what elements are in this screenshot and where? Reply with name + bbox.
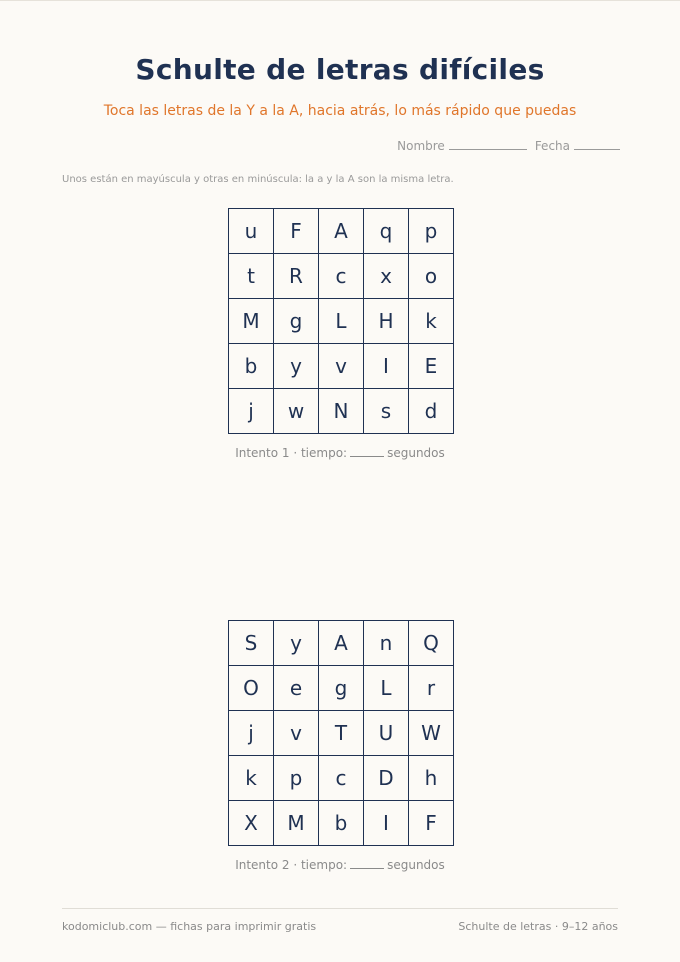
grid-cell[interactable]: y — [274, 344, 318, 388]
attempt-1-blank[interactable] — [350, 446, 384, 457]
grid-cell[interactable]: n — [364, 621, 408, 665]
grid-cell[interactable]: E — [409, 344, 453, 388]
grid-cell[interactable]: D — [364, 756, 408, 800]
grid-cell[interactable]: M — [229, 299, 273, 343]
grid-cell[interactable]: v — [319, 344, 363, 388]
grid-cell[interactable]: t — [229, 254, 273, 298]
name-blank[interactable] — [449, 138, 527, 150]
grid-cell[interactable]: p — [409, 209, 453, 253]
grid-cell[interactable]: O — [229, 666, 273, 710]
grid-cell[interactable]: k — [229, 756, 273, 800]
attempt-1-prefix: Intento 1 · tiempo: — [235, 446, 348, 460]
grid-cell[interactable]: M — [274, 801, 318, 845]
grid-cell[interactable]: j — [229, 711, 273, 755]
grid-cell[interactable]: k — [409, 299, 453, 343]
grid-cell[interactable]: L — [364, 666, 408, 710]
grid-cell[interactable]: x — [364, 254, 408, 298]
grid-cell[interactable]: w — [274, 389, 318, 433]
attempt-1-timer — [0, 445, 680, 461]
attempt-2-suffix: segundos — [387, 858, 445, 872]
grid-cell[interactable]: A — [319, 209, 363, 253]
grid-cell[interactable]: L — [319, 299, 363, 343]
footer-worksheet-info: Schulte de letras · 9–12 años — [458, 920, 618, 933]
instructions-text: Unos están en mayúscula y otras en minúscula: la a y la A son la misma letra. — [62, 174, 454, 185]
grid-cell[interactable]: H — [364, 299, 408, 343]
attempt-1-suffix: segundos — [387, 446, 445, 460]
grid-cell[interactable]: c — [319, 254, 363, 298]
grid-cell[interactable]: o — [409, 254, 453, 298]
grid-cell[interactable]: b — [229, 344, 273, 388]
date-label: Fecha — [534, 139, 570, 153]
grid-cell[interactable]: g — [319, 666, 363, 710]
grid-cell[interactable]: I — [364, 344, 408, 388]
grid-cell[interactable]: e — [274, 666, 318, 710]
name-date-fields — [397, 138, 620, 154]
grid-cell[interactable]: y — [274, 621, 318, 665]
grid-cell[interactable]: j — [229, 389, 273, 433]
grid-cell[interactable]: A — [319, 621, 363, 665]
footer-divider — [62, 908, 618, 909]
grid-cell[interactable]: v — [274, 711, 318, 755]
grid-cell[interactable]: p — [274, 756, 318, 800]
schulte-grid-1 — [228, 208, 454, 434]
grid-cell[interactable]: Q — [409, 621, 453, 665]
grid-cell[interactable]: b — [319, 801, 363, 845]
attempt-2-blank[interactable] — [350, 858, 384, 869]
attempt-2-timer — [0, 857, 680, 873]
grid-cell[interactable]: s — [364, 389, 408, 433]
grid-cell[interactable]: S — [229, 621, 273, 665]
page-title: Schulte de letras difíciles — [135, 53, 545, 86]
grid-cell[interactable]: X — [229, 801, 273, 845]
grid-cell[interactable]: U — [364, 711, 408, 755]
grid-cell[interactable]: d — [409, 389, 453, 433]
grid-cell[interactable]: T — [319, 711, 363, 755]
footer-site-credit: kodomiclub.com — fichas para imprimir gratis — [62, 920, 317, 933]
name-label: Nombre — [397, 139, 445, 153]
date-blank[interactable] — [574, 138, 620, 150]
grid-cell[interactable]: R — [274, 254, 318, 298]
grid-cell[interactable]: h — [409, 756, 453, 800]
page-subtitle: Toca las letras de la Y a la A, hacia atrás, lo más rápido que puedas — [103, 103, 577, 119]
grid-cell[interactable]: N — [319, 389, 363, 433]
grid-cell[interactable]: I — [364, 801, 408, 845]
grid-cell[interactable]: F — [274, 209, 318, 253]
attempt-2-prefix: Intento 2 · tiempo: — [235, 858, 348, 872]
schulte-grid-2 — [228, 620, 454, 846]
grid-cell[interactable]: r — [409, 666, 453, 710]
grid-cell[interactable]: F — [409, 801, 453, 845]
grid-cell[interactable]: u — [229, 209, 273, 253]
grid-cell[interactable]: W — [409, 711, 453, 755]
grid-cell[interactable]: c — [319, 756, 363, 800]
grid-cell[interactable]: q — [364, 209, 408, 253]
grid-cell[interactable]: g — [274, 299, 318, 343]
top-divider — [0, 0, 680, 1]
